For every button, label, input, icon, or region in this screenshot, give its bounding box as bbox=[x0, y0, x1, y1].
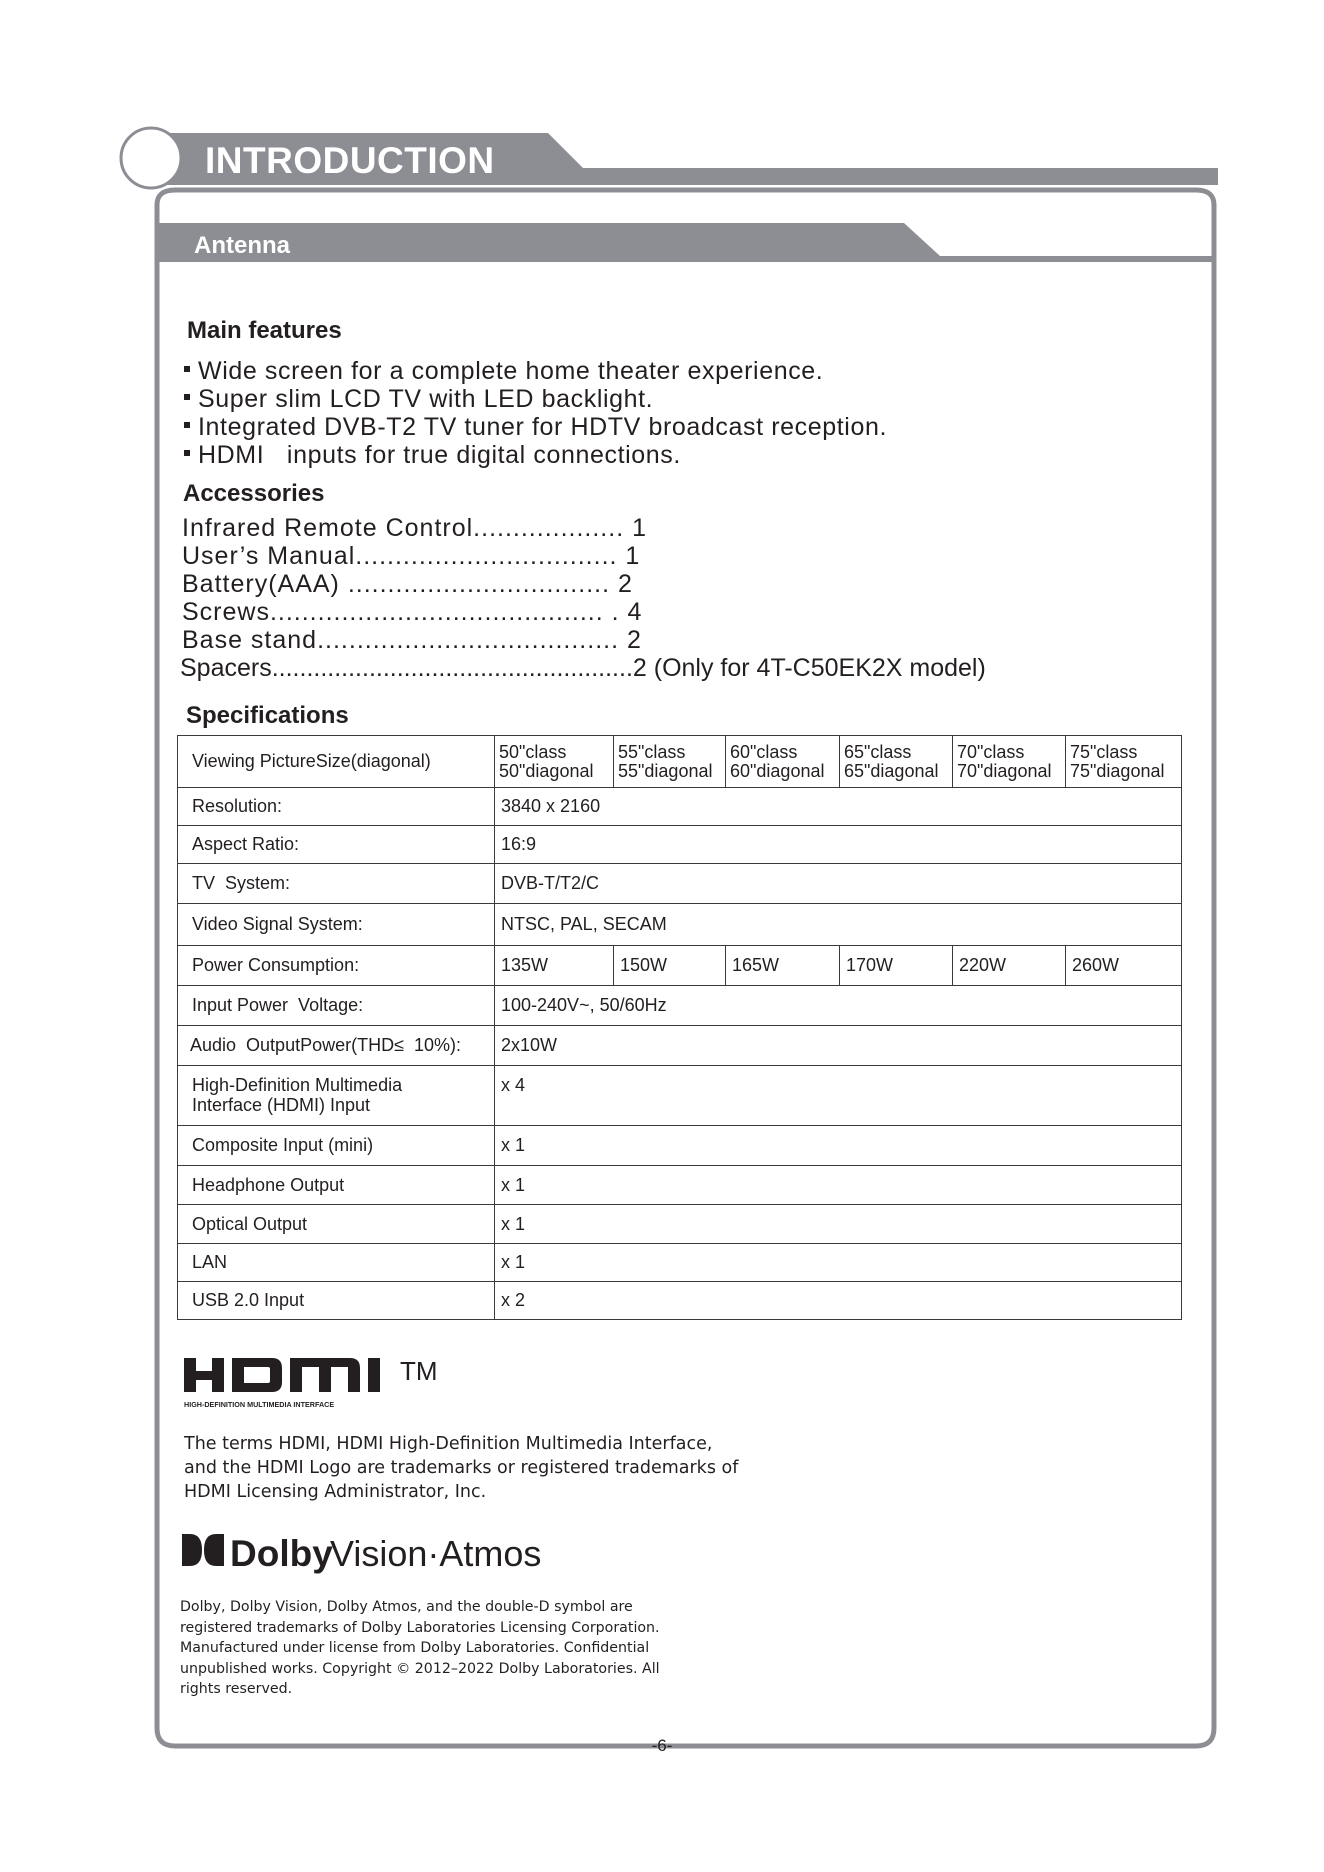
table-row bbox=[178, 1244, 1182, 1282]
table-row bbox=[178, 788, 1182, 826]
spec-label: Power Consumption: bbox=[178, 946, 495, 986]
accessory-item: Spacers....................................................2 (Only for 4T-C50EK2X model) bbox=[180, 654, 986, 682]
size-cell: 65"class 65"diagonal bbox=[840, 736, 953, 788]
bullet-icon bbox=[184, 422, 190, 428]
accessory-item: Screws.......................................... . 4 bbox=[182, 598, 643, 626]
table-row bbox=[178, 1282, 1182, 1320]
double-d-icon bbox=[182, 1534, 202, 1566]
spec-label: Audio OutputPower(THD≤ 10%): bbox=[178, 1026, 495, 1066]
spec-value: 16:9 bbox=[495, 826, 1182, 864]
hdmi-logo bbox=[182, 1352, 462, 1412]
table-row bbox=[178, 826, 1182, 864]
spec-value: x 1 bbox=[495, 1244, 1182, 1282]
spec-label: USB 2.0 Input bbox=[178, 1282, 495, 1320]
specifications-table bbox=[177, 735, 1182, 1320]
main-features-heading: Main features bbox=[187, 317, 342, 344]
accessory-item: Battery(AAA) ................................. 2 bbox=[182, 570, 633, 598]
feature-item: Wide screen for a complete home theater experience. bbox=[184, 357, 823, 386]
bullet-icon bbox=[184, 450, 190, 456]
spec-value: 150W bbox=[614, 946, 726, 986]
bullet-icon bbox=[184, 394, 190, 400]
spec-label: TV System: bbox=[178, 864, 495, 904]
table-row bbox=[178, 1026, 1182, 1066]
spec-label: Composite Input (mini) bbox=[178, 1126, 495, 1166]
spec-value: 220W bbox=[953, 946, 1066, 986]
feature-item: Integrated DVB-T2 TV tuner for HDTV broadcast reception. bbox=[184, 413, 887, 442]
size-cell: 75"class 75"diagonal bbox=[1066, 736, 1182, 788]
spec-value: 135W bbox=[495, 946, 614, 986]
spec-label: High-Definition Multimedia Interface (HDMI) Input bbox=[178, 1066, 495, 1126]
table-row bbox=[178, 904, 1182, 946]
dolby-trademark-notice: Dolby, Dolby Vision, Dolby Atmos, and the double-D symbol are registered trademarks of Dolby Laboratories Licensing Corporation. Manufactured under license from Dolby Laboratories. Confidential unpublished works. Copyright © 2012–2022 Dolby Laboratories. All rights reserved. bbox=[180, 1599, 660, 1698]
table-row bbox=[178, 1166, 1182, 1205]
table-row bbox=[178, 1126, 1182, 1166]
spec-value: DVB-T/T2/C bbox=[495, 864, 1182, 904]
dolby-logo bbox=[180, 1526, 560, 1576]
spec-label: Input Power Voltage: bbox=[178, 986, 495, 1026]
page-number: -6- bbox=[651, 1736, 673, 1755]
table-row bbox=[178, 1205, 1182, 1244]
spec-value: 3840 x 2160 bbox=[495, 788, 1182, 826]
section-title: Antenna bbox=[194, 232, 290, 259]
spec-label: Video Signal System: bbox=[178, 904, 495, 946]
page-title: INTRODUCTION bbox=[205, 140, 495, 181]
spec-label: Headphone Output bbox=[178, 1166, 495, 1205]
spec-value: 2x10W bbox=[495, 1026, 1182, 1066]
size-cell: 70"class 70"diagonal bbox=[953, 736, 1066, 788]
accessory-item: User’s Manual................................. 1 bbox=[182, 542, 641, 570]
feature-item: HDMI inputs for true digital connections. bbox=[184, 441, 681, 470]
accessory-item: Infrared Remote Control................... 1 bbox=[182, 514, 647, 542]
spec-label: Resolution: bbox=[178, 788, 495, 826]
spec-value: x 1 bbox=[495, 1205, 1182, 1244]
table-row bbox=[178, 864, 1182, 904]
bullet-icon bbox=[184, 366, 190, 372]
table-row bbox=[178, 946, 1182, 986]
accessory-item: Base stand...................................... 2 bbox=[182, 626, 642, 654]
spec-value: x 2 bbox=[495, 1282, 1182, 1320]
hdmi-trademark-notice: The terms HDMI, HDMI High-Definition Multimedia Interface, and the HDMI Logo are trademarks or registered trademarks of HDMI Licensing Administrator, Inc. bbox=[184, 1434, 739, 1502]
spec-value: 170W bbox=[840, 946, 953, 986]
spec-value: 260W bbox=[1066, 946, 1182, 986]
table-row bbox=[178, 736, 1182, 788]
spec-label: Viewing PictureSize(diagonal) bbox=[178, 736, 495, 788]
size-cell: 55"class 55"diagonal bbox=[614, 736, 726, 788]
svg-text:HIGH-DEFINITION MULTIMEDIA INT: HIGH-DEFINITION MULTIMEDIA INTERFACE bbox=[184, 1400, 335, 1409]
table-row bbox=[178, 986, 1182, 1026]
spec-label: Optical Output bbox=[178, 1205, 495, 1244]
spec-value: 100-240V~, 50/60Hz bbox=[495, 986, 1182, 1026]
accessories-heading: Accessories bbox=[183, 480, 325, 507]
size-cell: 50"class 50"diagonal bbox=[495, 736, 614, 788]
spec-value: NTSC, PAL, SECAM bbox=[495, 904, 1182, 946]
specifications-heading: Specifications bbox=[186, 702, 349, 729]
feature-item: Super slim LCD TV with LED backlight. bbox=[184, 385, 653, 414]
spec-value: x 4 bbox=[495, 1066, 1182, 1126]
spec-label: Aspect Ratio: bbox=[178, 826, 495, 864]
size-cell: 60"class 60"diagonal bbox=[726, 736, 840, 788]
spec-label: LAN bbox=[178, 1244, 495, 1282]
svg-text:Vision·Atmos: Vision·Atmos bbox=[330, 1533, 542, 1574]
svg-text:TM: TM bbox=[400, 1356, 438, 1386]
table-row bbox=[178, 1066, 1182, 1126]
svg-text:Dolby: Dolby bbox=[230, 1533, 333, 1574]
spec-value: x 1 bbox=[495, 1166, 1182, 1205]
spec-value: 165W bbox=[726, 946, 840, 986]
spec-value: x 1 bbox=[495, 1126, 1182, 1166]
